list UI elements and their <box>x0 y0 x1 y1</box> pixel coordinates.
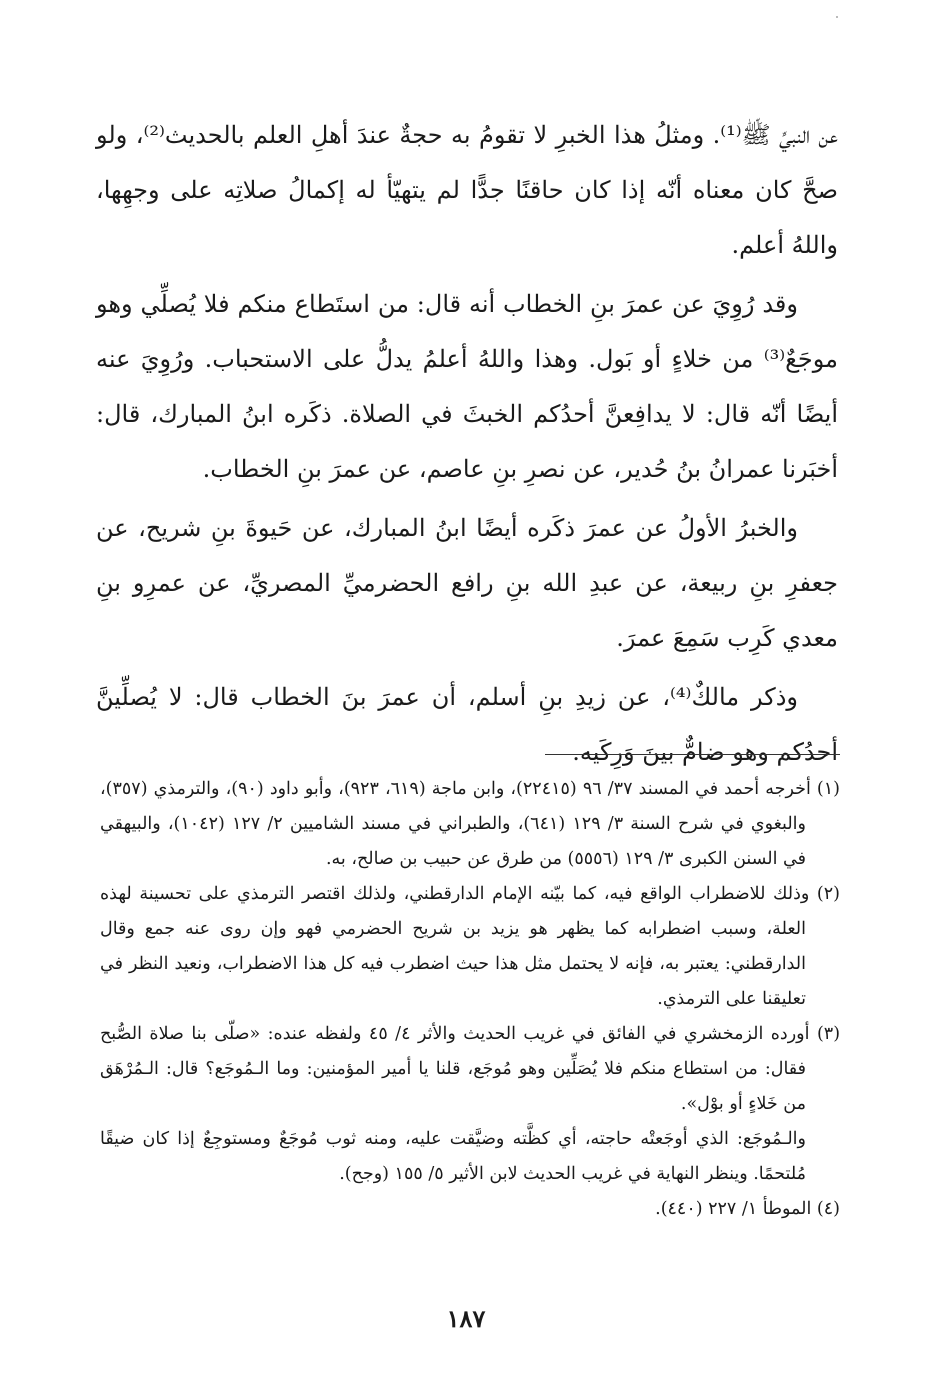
footnote-4: (٤) الموطأ ١/ ٢٢٧ (٤٤٠). <box>655 1199 840 1219</box>
footnote-1: (١) أخرجه أحمد في المسند ٣٧/ ٩٦ (٢٢٤١٥)، وابن ماجة (٦١٩، ٩٢٣)، وأبو داود (٩٠)، والترمذي (٣٥٧)، والبغوي في شرح السنة ٣/ ١٢٩ (٦٤١)، والطبراني في مسند الشاميين ٢/ ١٢٧ (١٠٤٢)، والبيهقي في السنن الكبرى ٣/ ١٢٩ (٥٥٥٦) من طرق عن حبيب بن صالح، به. <box>100 779 840 869</box>
paragraph-4: وذكر مالكٌ⁽⁴⁾، عن زيدِ بنِ أسلم، أن عمرَ بنَ الخطاب قال: لا يُصلِّينَّ أحدُكم وهو ضامٌّ بينَ وَرِكَيه. <box>96 683 838 766</box>
main-text-body <box>96 108 838 784</box>
footnote-3-continuation: والـمُوجَع: الذي أوجَعتْه حاجته، أي كظَّته وضيَّقت عليه، ومنه ثوب مُوجَعٌ ومستوجِعٌ إذا كان ضيقًا مُلتحمًا. وينظر النهاية في غريب الحديث لابن الأثير ٥/ ١٥٥ (وجح). <box>100 1129 806 1184</box>
footnotes-section <box>100 772 840 1227</box>
footnote-3: (٣) أورده الزمخشري في الفائق في غريب الحديث والأثر ٤/ ٤٥ ولفظه عنده: «صلّى بنا صلاة الصُّبح فقال: من استطاع منكم فلا يُصَلِّين وهو مُوجَع، قلنا يا أمير المؤمنين: وما الـمُوجَع؟ قال: الـمُرْهَق من خَلاءٍ أو بوْل». <box>100 1024 841 1114</box>
scan-mark <box>836 16 838 18</box>
paragraph-1: عن النبيِّ ﷺ⁽¹⁾. ومثلُ هذا الخبرِ لا تقومُ به حجةٌ عندَ أهلِ العلم بالحديث⁽²⁾، ولو صحَّ كان معناه أنّه إذا كان حاقنًا جدًّا لم يتهيّأ له إكمالُ صلاتِه على وجهِها، واللهُ أعلم. <box>96 121 838 259</box>
page-number: ١٨٧ <box>446 1304 486 1333</box>
paragraph-2: وقد رُوِيَ عن عمرَ بنِ الخطاب أنه قال: من استَطاع منكم فلا يُصلِّي وهو موجَعٌ⁽³⁾ من خلاءٍ أو بَول. وهذا واللهُ أعلمُ يدلُّ على الاستحباب. ورُوِيَ عنه أيضًا أنّه قال: لا يدافِعنَّ أحدُكم الخبثَ في الصلاة. ذكَره ابنُ المبارك، قال: أخبَرنا عمرانُ بنُ حُدير، عن نصرِ بنِ عاصم، عن عمرَ بنِ الخطاب. <box>96 290 838 483</box>
footnote-separator <box>545 754 840 755</box>
paragraph-3: والخبرُ الأولُ عن عمرَ ذكَره أيضًا ابنُ المبارك، عن حَيوةَ بنِ شريح، عن جعفرِ بنِ ربيعة، عن عبدِ الله بنِ رافع الحضرميِّ المصريِّ، عن عمرِو بنِ معدي كَرِب سَمِعَ عمرَ. <box>96 514 838 652</box>
footnote-2: (٢) وذلك للاضطراب الواقع فيه، كما بيّنه الإمام الدارقطني، ولذلك اقتصر الترمذي على تحسينة لهذه العلة، وسبب اضطرابه كما يظهر هو يزيد بن شريح الحضرمي فهو وإن روى عنه جمع وقال الدارقطني: يعتبر به، فإنه لا يحتمل مثل هذا حيث اضطرب فيه كل هذا الاضطراب، ونعيد النظر في تعليقنا على الترمذي. <box>100 884 840 1009</box>
